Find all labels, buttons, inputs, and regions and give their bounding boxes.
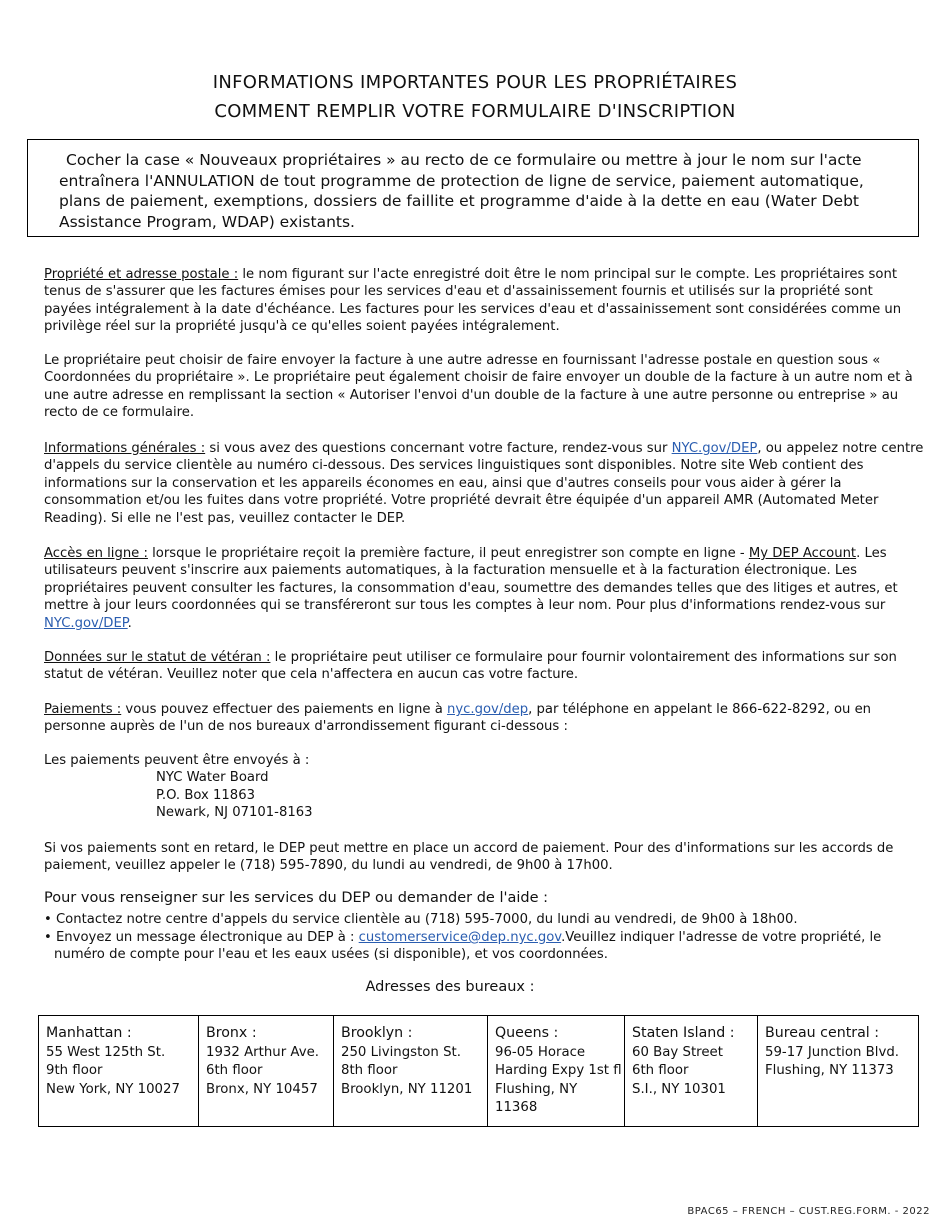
office-line: Flushing, NY <box>495 1081 578 1097</box>
mailing-text: Le propriétaire peut choisir de faire envoyer la facture à une autre adresse en fournissant l'adresse postale en question sous « Coordonnées du propriétaire ». Le propriétaire peut également choisir de faire envoyer un double de la facture à un autre nom et à une autre adresse en remplissant la section « Autoriser l'envoi d'un double de la facture à une autre personne ou entreprise » au recto de ce formulaire. <box>44 353 913 421</box>
office-name: Manhattan : <box>46 1025 132 1041</box>
late-payment-section: Si vos paiements sont en retard, le DEP peut mettre en place un accord de paiement. Pour des d'informations sur les accords de paiement, veuillez appeler le (718) 595-7890, du lundi au vendredi, de 9h00 à 17h00. <box>44 841 894 874</box>
mail-address-line: Newark, NJ 07101-8163 <box>156 805 313 820</box>
veteran-section <box>44 649 924 684</box>
office-line: 55 West 125th St. <box>46 1044 166 1060</box>
office-line: 9th floor <box>46 1063 103 1078</box>
cancellation-notice-text: Cocher la case « Nouveaux propriétaires » au recto de ce formulaire ou mettre à jour le nom sur l'acte entraînera l'ANNULATION de tout programme de protection de ligne de service, paiement automatique, plans de paiement, exemptions, dossiers de faillite et programme d'aide à la dette en eau (Water Debt Assistance Program, WDAP) existants. <box>59 151 864 231</box>
payments-section <box>44 701 924 736</box>
office-line: Brooklyn, NY 11201 <box>341 1081 473 1097</box>
office-line: 6th floor <box>206 1063 263 1078</box>
office-line: Bronx, NY 10457 <box>206 1081 318 1097</box>
help-heading: Pour vous renseigner sur les services du DEP ou demander de l'aide : <box>44 890 548 906</box>
form-footer-code: BPAC65 – FRENCH – CUST.REG.FORM. - 2022 <box>687 1206 930 1217</box>
offices-title: Adresses des bureaux : <box>365 979 535 995</box>
general-info-heading: Informations générales : <box>44 441 206 456</box>
office-name: Bureau central : <box>765 1025 880 1041</box>
payments-text-a: vous pouvez effectuer des paiements en ligne à <box>121 702 447 717</box>
office-cell-central <box>758 1016 919 1127</box>
office-cell-queens <box>488 1016 625 1127</box>
mail-address-line: P.O. Box 11863 <box>156 788 255 803</box>
office-name: Staten Island : <box>632 1025 735 1041</box>
office-name: Bronx : <box>206 1025 257 1041</box>
page-subtitle: COMMENT REMPLIR VOTRE FORMULAIRE D'INSCRIPTION <box>214 101 736 122</box>
help-email-text-a: • Envoyez un message électronique au DEP à : <box>44 930 359 945</box>
online-access-text-b: . Les utilisateurs peuvent s'inscrire aux paiements automatiques, à la facturation mensuelle et à la facturation électronique. Les propriétaires peuvent consulter les factures, la consommation d'eau, soumettre des demandes telles que des litiges et autres, et mettre à jour leurs coordonnées qui se transféreront sur tous les comptes à leur nom. Pour plus d'informations rendez-vous sur <box>44 546 898 614</box>
nyc-dep-link[interactable]: NYC.gov/DEP <box>671 441 758 456</box>
general-info-text-a: si vous avez des questions concernant votre facture, rendez-vous sur <box>205 441 672 456</box>
help-email-text-b: .Veuillez indiquer l'adresse de votre propriété, le <box>561 930 882 945</box>
office-line: 11368 <box>495 1100 538 1115</box>
office-line: 59-17 Junction Blvd. <box>765 1044 900 1060</box>
office-line: New York, NY 10027 <box>46 1081 180 1097</box>
office-line: 6th floor <box>632 1063 689 1078</box>
payments-text-b: , par téléphone en appelant le 866-622-8292, ou en personne auprès de l'un de nos bureaux d'arrondissement figurant ci-dessous : <box>44 702 872 735</box>
office-line: 96-05 Horace <box>495 1044 586 1060</box>
office-line: 250 Livingston St. <box>341 1044 461 1060</box>
office-cell-bronx <box>199 1016 334 1127</box>
nyc-dep-payments-link[interactable]: nyc.gov/dep <box>446 702 529 717</box>
veteran-text: le propriétaire peut utiliser ce formulaire pour fournir volontairement des informations sur son statut de vétéran. Veuillez noter que cela n'affectera en aucun cas votre facture. <box>44 650 897 683</box>
nyc-dep-link-2[interactable]: NYC.gov/DEP <box>44 615 128 631</box>
property-text: le nom figurant sur l'acte enregistré doit être le nom principal sur le compte. Les propriétaires sont tenus de s'assurer que les factures émises pour les services d'eau et d'assainissement fournis et utilisés sur la propriété sont payées intégralement à la date d'échéance. Les factures pour les services d'eau et d'assainissement sont considérées comme un privilège réel sur la propriété jusqu'à ce qu'elles soient payées intégralement. <box>44 267 902 335</box>
office-line: Flushing, NY 11373 <box>765 1063 894 1078</box>
mail-address-line: NYC Water Board <box>156 770 269 785</box>
office-line: S.I., NY 10301 <box>632 1081 726 1097</box>
my-dep-account-link[interactable]: My DEP Account <box>748 546 857 561</box>
property-section <box>44 266 924 336</box>
office-name: Queens : <box>495 1025 559 1041</box>
veteran-heading: Données sur le statut de vétéran : <box>44 650 271 665</box>
online-access-text-a: lorsque le propriétaire reçoit la première facture, il peut enregistrer son compte en ligne - <box>147 546 749 561</box>
property-heading: Propriété et adresse postale : <box>44 267 239 282</box>
office-cell-staten-island <box>625 1016 758 1127</box>
mailing-section <box>44 352 924 422</box>
customer-service-email-link[interactable]: customerservice@dep.nyc.gov <box>358 930 562 945</box>
office-line: 8th floor <box>341 1063 398 1078</box>
office-cell-manhattan <box>39 1016 199 1127</box>
help-bullet-email <box>44 929 924 964</box>
online-access-heading: Accès en ligne : <box>44 546 148 561</box>
page-title: INFORMATIONS IMPORTANTES POUR LES PROPRIÉTAIRES <box>212 72 738 93</box>
help-email-text-c: numéro de compte pour l'eau et les eaux usées (si disponible), et vos coordonnées. <box>54 947 608 963</box>
online-access-section <box>44 545 924 632</box>
general-info-text-b: , ou appelez notre centre d'appels du service clientèle au numéro ci-dessous. Des services linguistiques sont disponibles. Notre site Web contient des informations sur la conservation et les appareils économes en eau, ainsi que d'autres conseils pour vous aider à gérer la consommation et/ou les fuites dans votre propriété. Votre propriété devrait être équipée d'un appareil AMR (Automated Meter Reading). Si elle ne l'est pas, veuillez contacter le DEP. <box>44 441 924 526</box>
online-access-text-c: . <box>127 615 132 631</box>
office-line: Harding Expy 1st fl <box>495 1063 622 1078</box>
payments-heading: Paiements : <box>44 702 122 717</box>
general-info-section <box>44 440 924 527</box>
office-line: 1932 Arthur Ave. <box>206 1044 319 1060</box>
help-bullet-phone: • Contactez notre centre d'appels du service clientèle au (718) 595-7000, du lundi au vendredi, de 9h00 à 18h00. <box>44 912 798 927</box>
office-cell-brooklyn <box>334 1016 488 1127</box>
office-name: Brooklyn : <box>341 1025 413 1041</box>
office-line: 60 Bay Street <box>632 1044 723 1060</box>
offices-table <box>38 1015 919 1127</box>
mail-to-intro: Les paiements peuvent être envoyés à : <box>44 753 310 768</box>
cancellation-notice-box <box>27 139 919 237</box>
